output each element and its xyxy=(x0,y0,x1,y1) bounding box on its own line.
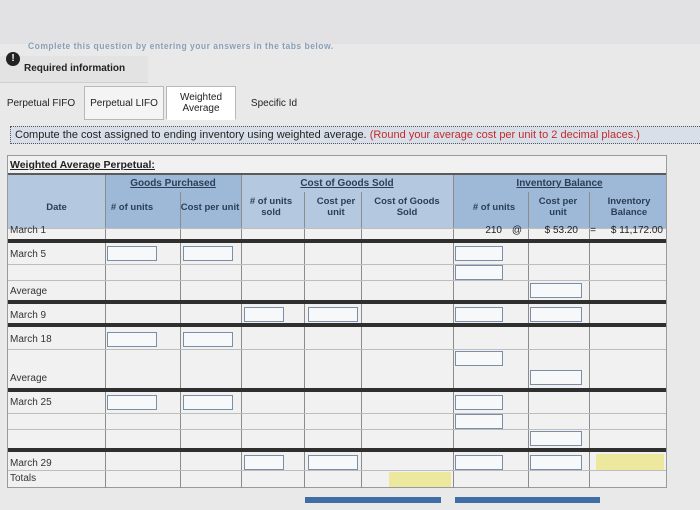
col-date: Date xyxy=(46,201,67,213)
march5-cost-input[interactable] xyxy=(183,246,233,261)
march1-equals: = xyxy=(590,225,596,236)
row-line xyxy=(8,280,666,281)
section-rule xyxy=(8,323,666,327)
march25-cost-input[interactable] xyxy=(183,395,233,410)
march18-cost-input[interactable] xyxy=(183,332,233,347)
march29-units-sold-input[interactable] xyxy=(244,455,284,470)
march29-inv-units-input[interactable] xyxy=(455,455,503,470)
col-inv-cost-per-unit: Cost per unit xyxy=(538,196,578,218)
march25-inv-units-input-2[interactable] xyxy=(455,414,503,429)
row-label-march-18: March 18 xyxy=(10,334,52,345)
march18-inv-units-input[interactable] xyxy=(455,351,503,366)
row-label-totals: Totals xyxy=(10,473,37,484)
col-divider xyxy=(528,192,529,488)
instructions-header: Complete this question by entering your answers in the tabs below. xyxy=(28,41,334,51)
col-divider xyxy=(589,192,590,488)
march25-units-input[interactable] xyxy=(107,395,157,410)
col-divider xyxy=(105,175,106,488)
average2-cost-input[interactable] xyxy=(530,370,582,385)
tab-weighted-average[interactable]: Weighted Average xyxy=(166,86,236,120)
march9-inv-units-input[interactable] xyxy=(455,307,503,322)
row-line xyxy=(8,264,666,265)
group-inventory-balance: Inventory Balance xyxy=(516,178,603,189)
section-rule xyxy=(8,239,666,243)
march25-inv-cost-input[interactable] xyxy=(530,431,582,446)
march29-inv-cost-input[interactable] xyxy=(530,455,582,470)
march9-cost-sold-input[interactable] xyxy=(308,307,358,322)
section-rule xyxy=(8,300,666,304)
march5-inv-units-input-2[interactable] xyxy=(455,265,503,280)
col-divider xyxy=(241,175,242,488)
col-units-sold: # of units sold xyxy=(249,196,293,218)
prev-page-bar[interactable] xyxy=(305,497,441,503)
row-label-march-29: March 29 xyxy=(10,458,52,469)
row-line xyxy=(8,429,666,430)
march1-units: 210 xyxy=(485,225,502,236)
col-divider xyxy=(361,192,362,488)
ending-inventory-balance-cell[interactable] xyxy=(596,454,664,470)
average-cost-input[interactable] xyxy=(530,283,582,298)
total-cogs-cell[interactable] xyxy=(389,472,451,487)
row-line xyxy=(8,349,666,350)
col-divider xyxy=(453,175,454,488)
col-cost-per-unit: Cost per unit xyxy=(180,201,240,213)
instruction-text xyxy=(10,126,700,144)
col-units: # of units xyxy=(110,201,154,213)
instruction-main: Compute the cost assigned to ending inventory using weighted average. xyxy=(15,129,367,141)
march1-balance: $ 11,172.00 xyxy=(610,225,663,236)
row-label-average-2: Average xyxy=(10,373,48,384)
march9-units-sold-input[interactable] xyxy=(244,307,284,322)
row-line xyxy=(8,413,666,414)
tab-perpetual-fifo[interactable]: Perpetual FIFO xyxy=(6,97,76,109)
tab-perpetual-lifo[interactable]: Perpetual LIFO xyxy=(84,86,164,120)
section-rule xyxy=(8,388,666,392)
col-cost-per-unit-sold: Cost per unit xyxy=(316,196,356,218)
march18-units-input[interactable] xyxy=(107,332,157,347)
section-rule xyxy=(8,448,666,452)
group-cost-of-goods-sold: Cost of Goods Sold xyxy=(300,178,394,189)
tab-bar xyxy=(0,86,312,120)
col-inv-units: # of units xyxy=(472,201,516,213)
row-label-march-9: March 9 xyxy=(10,310,47,321)
required-info-title: Required information xyxy=(24,63,126,74)
top-strip xyxy=(0,0,700,44)
instruction-note: (Round your average cost per unit to 2 decimal places.) xyxy=(369,129,640,141)
march5-units-input[interactable] xyxy=(107,246,157,261)
march25-inv-units-input[interactable] xyxy=(455,395,503,410)
row-label-average: Average xyxy=(10,286,48,297)
march5-inv-units-input[interactable] xyxy=(455,246,503,261)
col-divider xyxy=(304,192,305,488)
march29-cost-sold-input[interactable] xyxy=(308,455,358,470)
row-label-march-5: March 5 xyxy=(10,249,47,260)
col-inv-balance: Inventory Balance xyxy=(607,196,651,218)
col-cogs: Cost of Goods Sold xyxy=(374,196,440,218)
weighted-average-table xyxy=(7,155,667,488)
march1-cost: $ 53.20 xyxy=(544,225,578,236)
next-page-bar[interactable] xyxy=(455,497,600,503)
table-title: Weighted Average Perpetual: xyxy=(10,159,155,171)
row-line xyxy=(8,470,666,471)
col-divider xyxy=(180,192,181,488)
tab-specific-id[interactable]: Specific Id xyxy=(250,97,298,109)
row-label-march-1: March 1 xyxy=(10,225,47,236)
march1-at: @ xyxy=(511,225,522,236)
alert-icon: ! xyxy=(6,52,20,66)
row-label-march-25: March 25 xyxy=(10,397,52,408)
group-goods-purchased: Goods Purchased xyxy=(130,178,216,189)
march9-inv-cost-input[interactable] xyxy=(530,307,582,322)
